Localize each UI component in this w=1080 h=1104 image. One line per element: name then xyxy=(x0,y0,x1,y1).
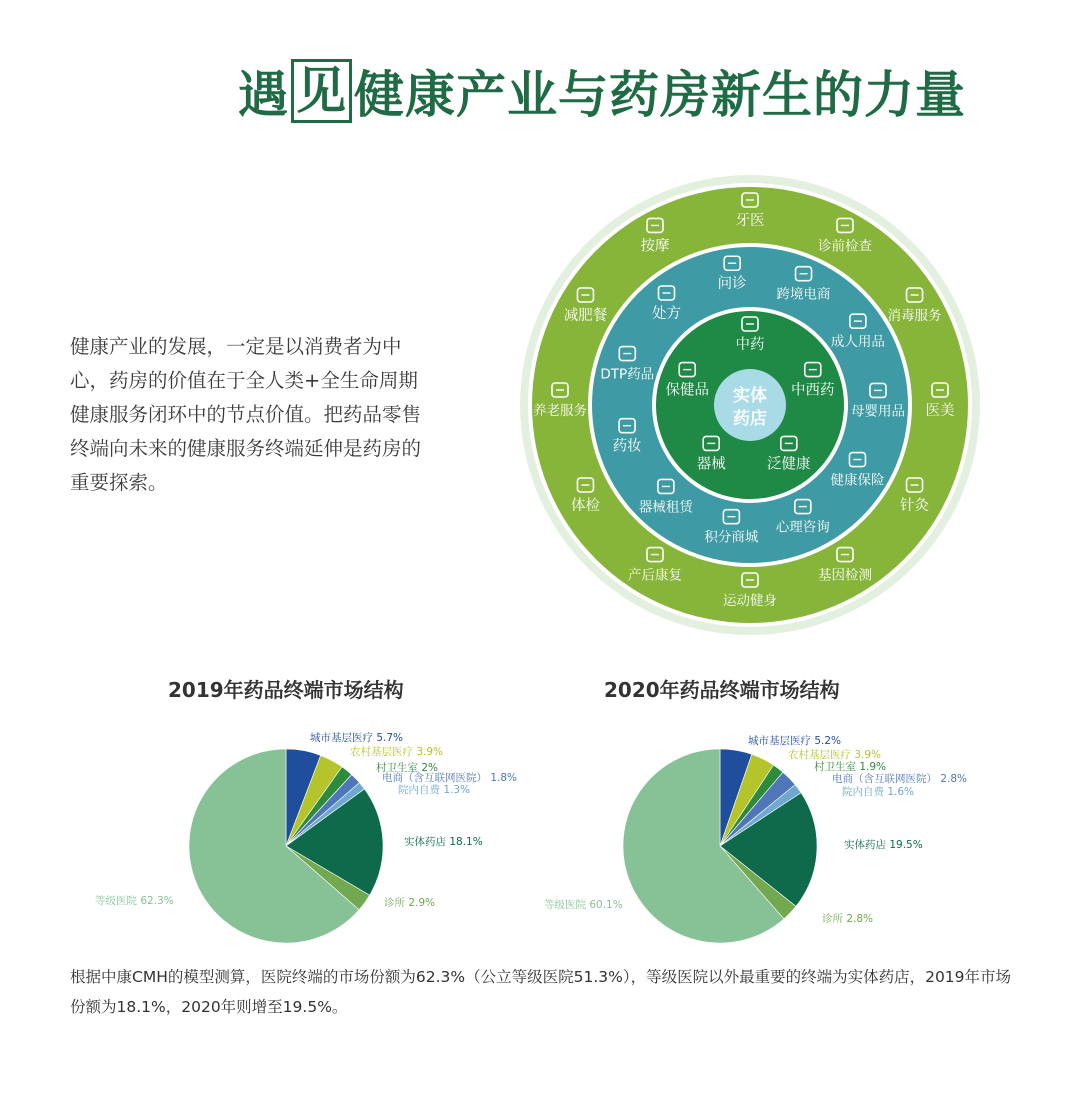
center-label: 实体 xyxy=(733,386,767,406)
title-suffix: 健康产业与药房新生的力量 xyxy=(354,66,966,124)
ecosystem-item-label: 器械 xyxy=(696,456,726,473)
pie-slice-label: 电商（含互联网医院） 1.8% xyxy=(382,772,518,784)
ecosystem-item-label: 牙医 xyxy=(735,213,765,229)
chart-title-2019: 2019年药品终端市场结构 xyxy=(168,678,404,702)
pie-chart-2019 xyxy=(60,720,530,952)
ecosystem-item-label: 基因检测 xyxy=(818,567,872,584)
ecosystem-item-label: 泛健康 xyxy=(767,456,811,473)
pie-slice-label: 村卫生室 1.9% xyxy=(814,761,887,773)
ecosystem-item-label: 器械租赁 xyxy=(638,499,693,516)
ecosystem-item-label: 针灸 xyxy=(900,498,930,514)
pie-slice-label: 电商（含互联网医院） 2.8% xyxy=(832,773,968,785)
ecosystem-item-label: 跨境电商 xyxy=(776,286,831,303)
page-title xyxy=(238,56,998,126)
ecosystem-item-label: 医美 xyxy=(925,403,955,419)
ecosystem-item-label: 中药 xyxy=(735,337,765,353)
ecosystem-item-label: 体检 xyxy=(570,498,600,514)
pie-slice-label: 城市基层医疗 5.2% xyxy=(748,735,842,747)
title-highlight: 见 xyxy=(291,59,352,123)
pie-slice-label: 实体药店 18.1% xyxy=(404,836,483,848)
ecosystem-item-label: 心理咨询 xyxy=(775,519,830,536)
ecosystem-item-label: 药妆 xyxy=(612,438,642,455)
ecosystem-item-label: 处方 xyxy=(651,305,681,322)
ecosystem-item-label: 成人用品 xyxy=(830,334,885,351)
ecosystem-item-label: 问诊 xyxy=(717,276,747,293)
pie-slice-label: 城市基层医疗 5.7% xyxy=(310,732,404,744)
ecosystem-item-label: 消毒服务 xyxy=(887,308,942,324)
pie-slice-label: 院内自费 1.6% xyxy=(842,786,915,798)
chart-title-2020: 2020年药品终端市场结构 xyxy=(604,678,840,702)
ecosystem-item-label: 按摩 xyxy=(640,238,670,255)
pie-slice-label: 等级医院 60.1% xyxy=(544,899,623,911)
ecosystem-item-label: 中西药 xyxy=(791,382,835,399)
ecosystem-item-label: 保健品 xyxy=(665,382,709,399)
ecosystem-item-label: 养老服务 xyxy=(533,403,587,419)
pie-chart-2020 xyxy=(520,720,990,952)
pie-slice-label: 实体药店 19.5% xyxy=(844,839,923,851)
health-ecosystem-diagram xyxy=(520,160,980,650)
pie-slice-label: 诊所 2.9% xyxy=(384,897,436,909)
ecosystem-item-label: 减肥餐 xyxy=(563,308,608,324)
ecosystem-item-label: 健康保险 xyxy=(830,472,885,489)
pie-slice-label: 村卫生室 2% xyxy=(376,762,438,774)
pie-slice-label: 等级医院 62.3% xyxy=(95,895,174,907)
pie-slice-label: 农村基层医疗 3.9% xyxy=(350,746,444,758)
title-prefix: 遇 xyxy=(238,66,289,124)
ecosystem-item-label: DTP药品 xyxy=(600,366,655,383)
center-label: 药店 xyxy=(733,409,767,429)
ecosystem-item-label: 母婴用品 xyxy=(850,403,905,420)
ecosystem-item-label: 产后康复 xyxy=(628,567,682,584)
pie-slice-label: 院内自费 1.3% xyxy=(398,784,471,796)
footnote: 根据中康CMH的模型测算，医院终端的市场份额为62.3%（公立等级医院51.3%），等级医院以外最重要的终端为实体药店，2019年市场份额为18.1%，2020年则增至19.5%。 xyxy=(70,968,1012,1016)
ecosystem-item-label: 诊前检查 xyxy=(818,238,872,255)
intro-paragraph: 健康产业的发展，一定是以消费者为中心，药房的价值在于全人类+全生命周期健康服务闭环中的节点价值。把药品零售终端向未来的健康服务终端延伸是药房的重要探索。 xyxy=(70,335,422,494)
ecosystem-item-label: 运动健身 xyxy=(723,593,777,609)
pie-slice-label: 诊所 2.8% xyxy=(822,913,874,925)
ecosystem-item-label: 积分商城 xyxy=(704,529,759,546)
pie-slice-label: 农村基层医疗 3.9% xyxy=(788,749,882,761)
